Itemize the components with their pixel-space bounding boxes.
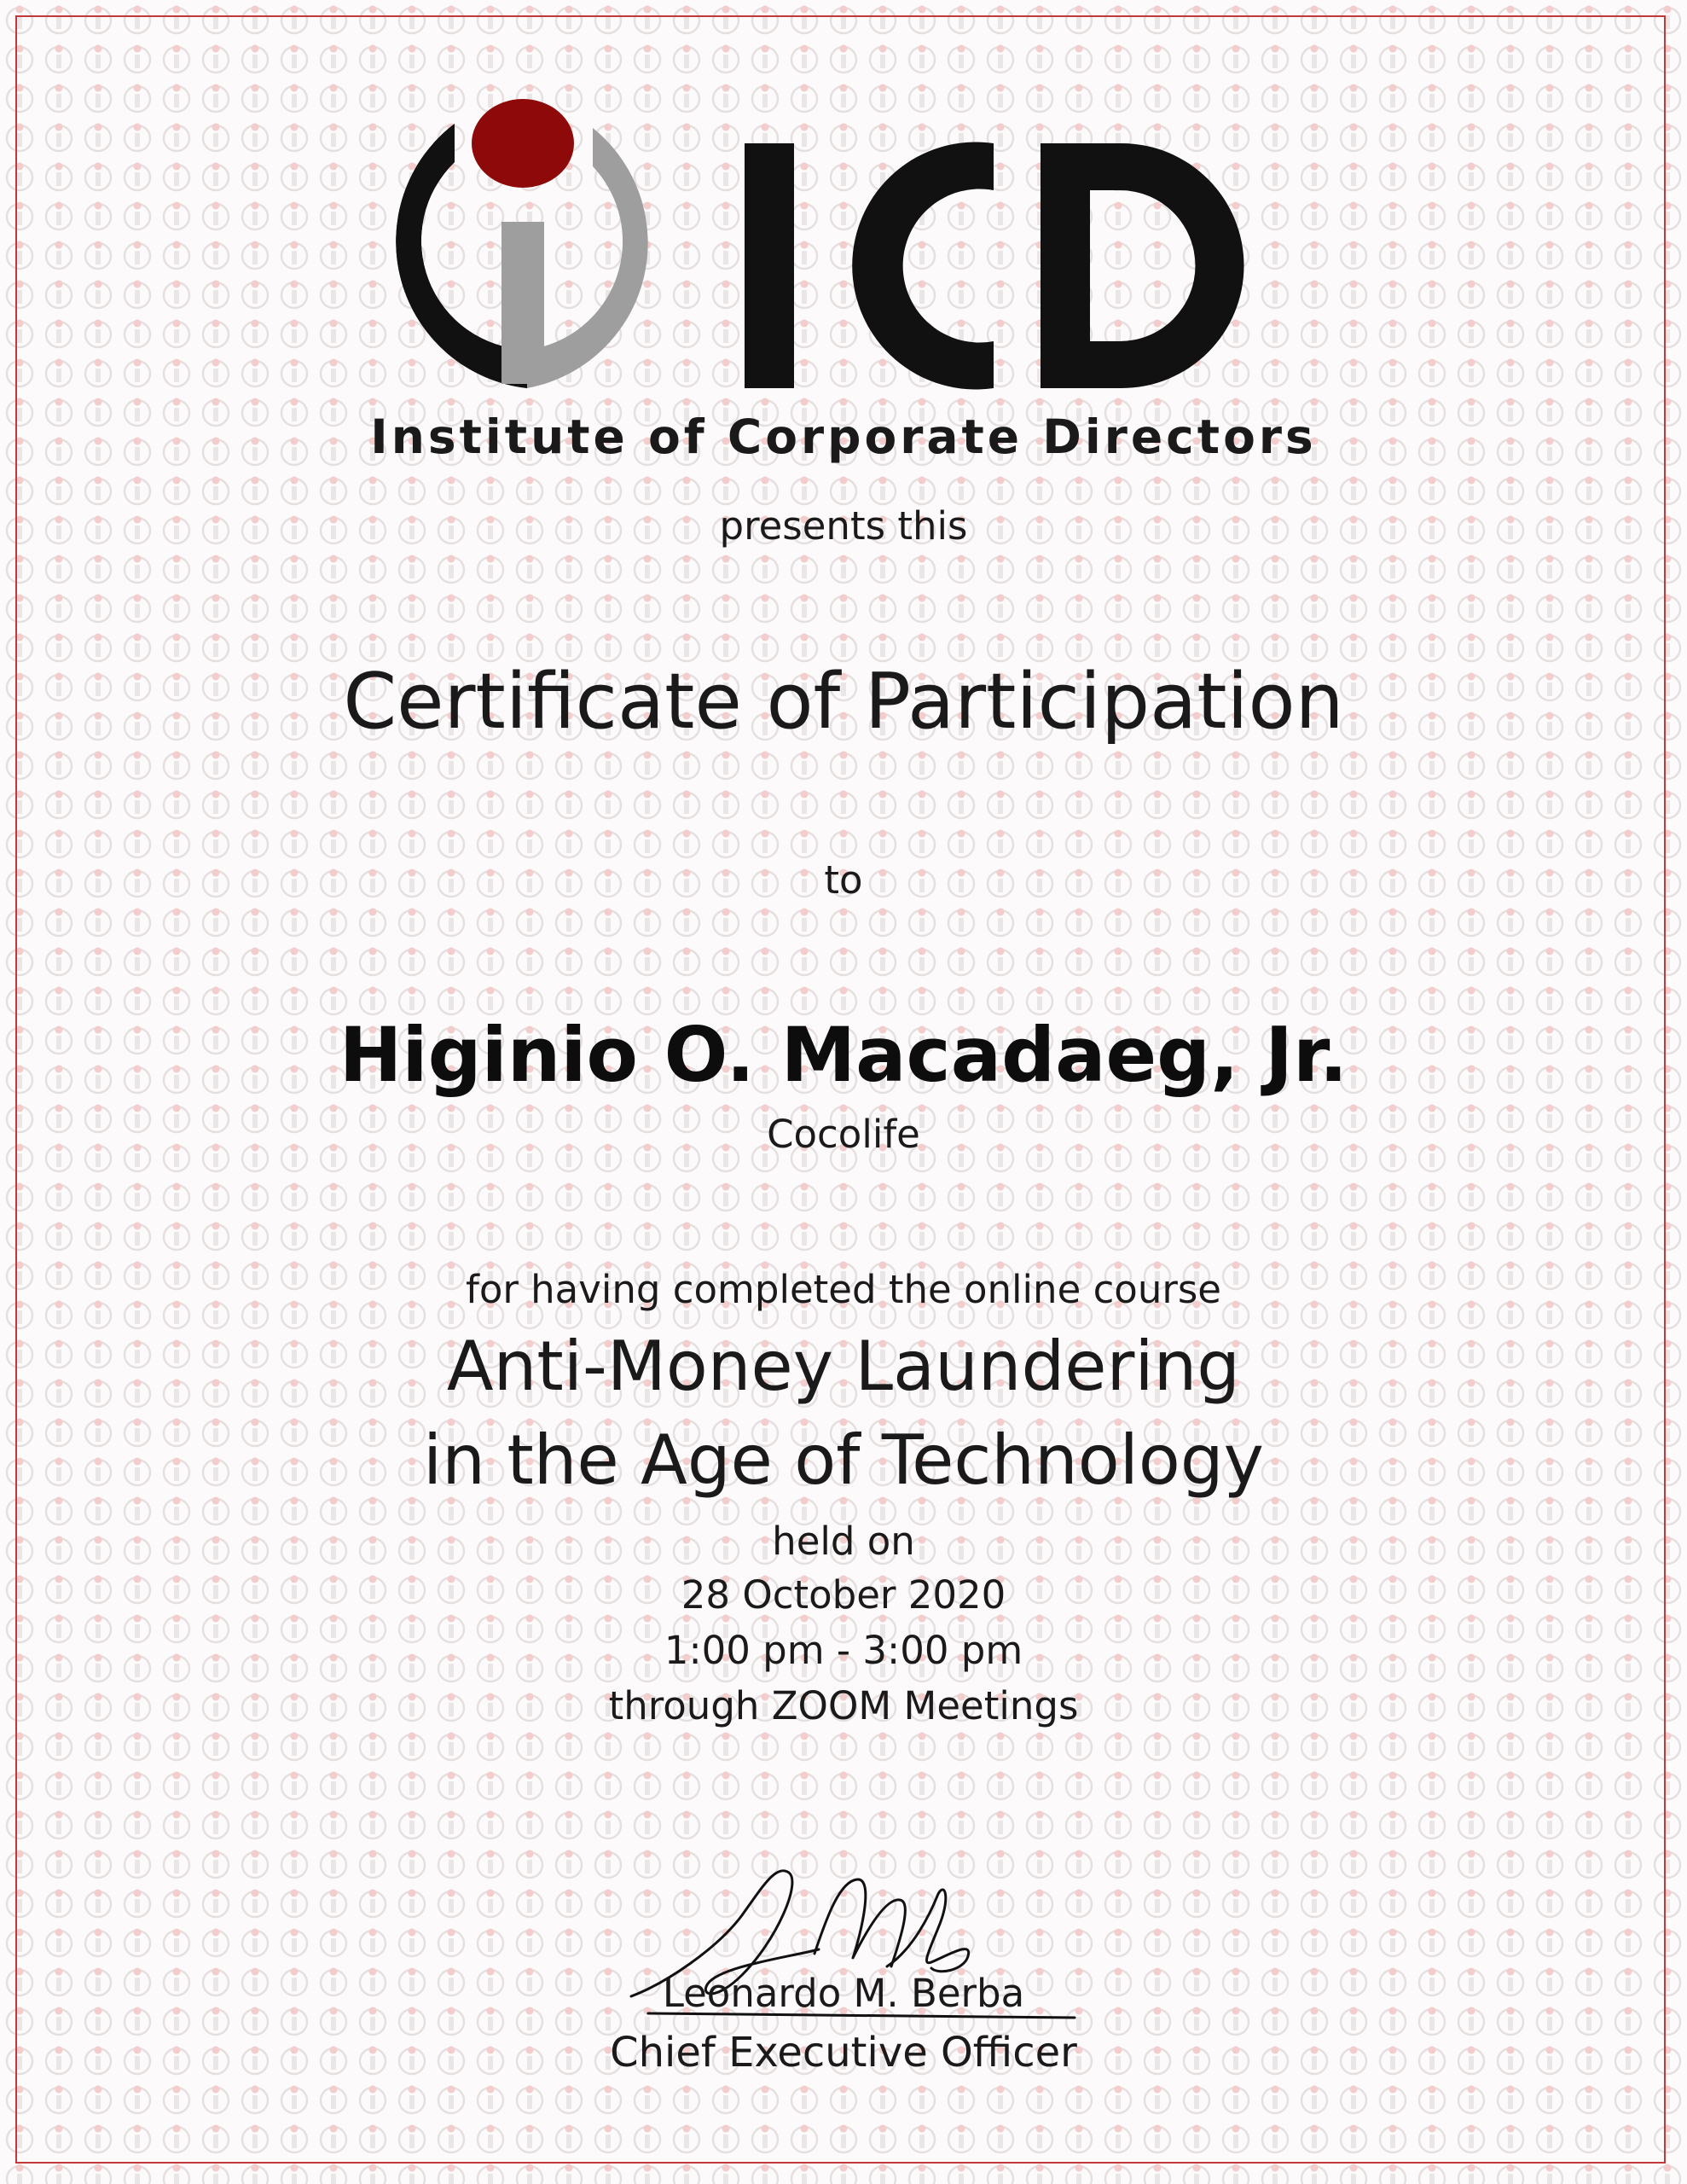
logo-red-dot-icon xyxy=(472,99,574,188)
recipient-company: Cocolife xyxy=(767,1112,920,1157)
signatory-title: Chief Executive Officer xyxy=(610,2029,1077,2077)
icd-logo xyxy=(362,94,1330,401)
event-date: 28 October 2020 xyxy=(681,1572,1006,1618)
course-title-line1: Anti-Money Laundering xyxy=(446,1327,1241,1406)
recipient-name: Higinio O. Macadaeg, Jr. xyxy=(339,1011,1348,1099)
course-intro: for having completed the online course xyxy=(465,1267,1221,1312)
logo-wordmark xyxy=(745,142,1244,390)
course-title-line2: in the Age of Technology xyxy=(423,1420,1264,1500)
event-platform: through ZOOM Meetings xyxy=(608,1683,1079,1728)
organization-name: Institute of Corporate Directors xyxy=(370,410,1317,464)
certificate-title: Certificate of Participation xyxy=(343,657,1344,746)
held-on-text: held on xyxy=(772,1519,915,1564)
event-time: 1:00 pm - 3:00 pm xyxy=(664,1628,1023,1673)
signatory-name: Leonardo M. Berba xyxy=(662,1971,1025,2016)
to-text: to xyxy=(824,857,863,903)
presents-text: presents this xyxy=(719,503,968,549)
